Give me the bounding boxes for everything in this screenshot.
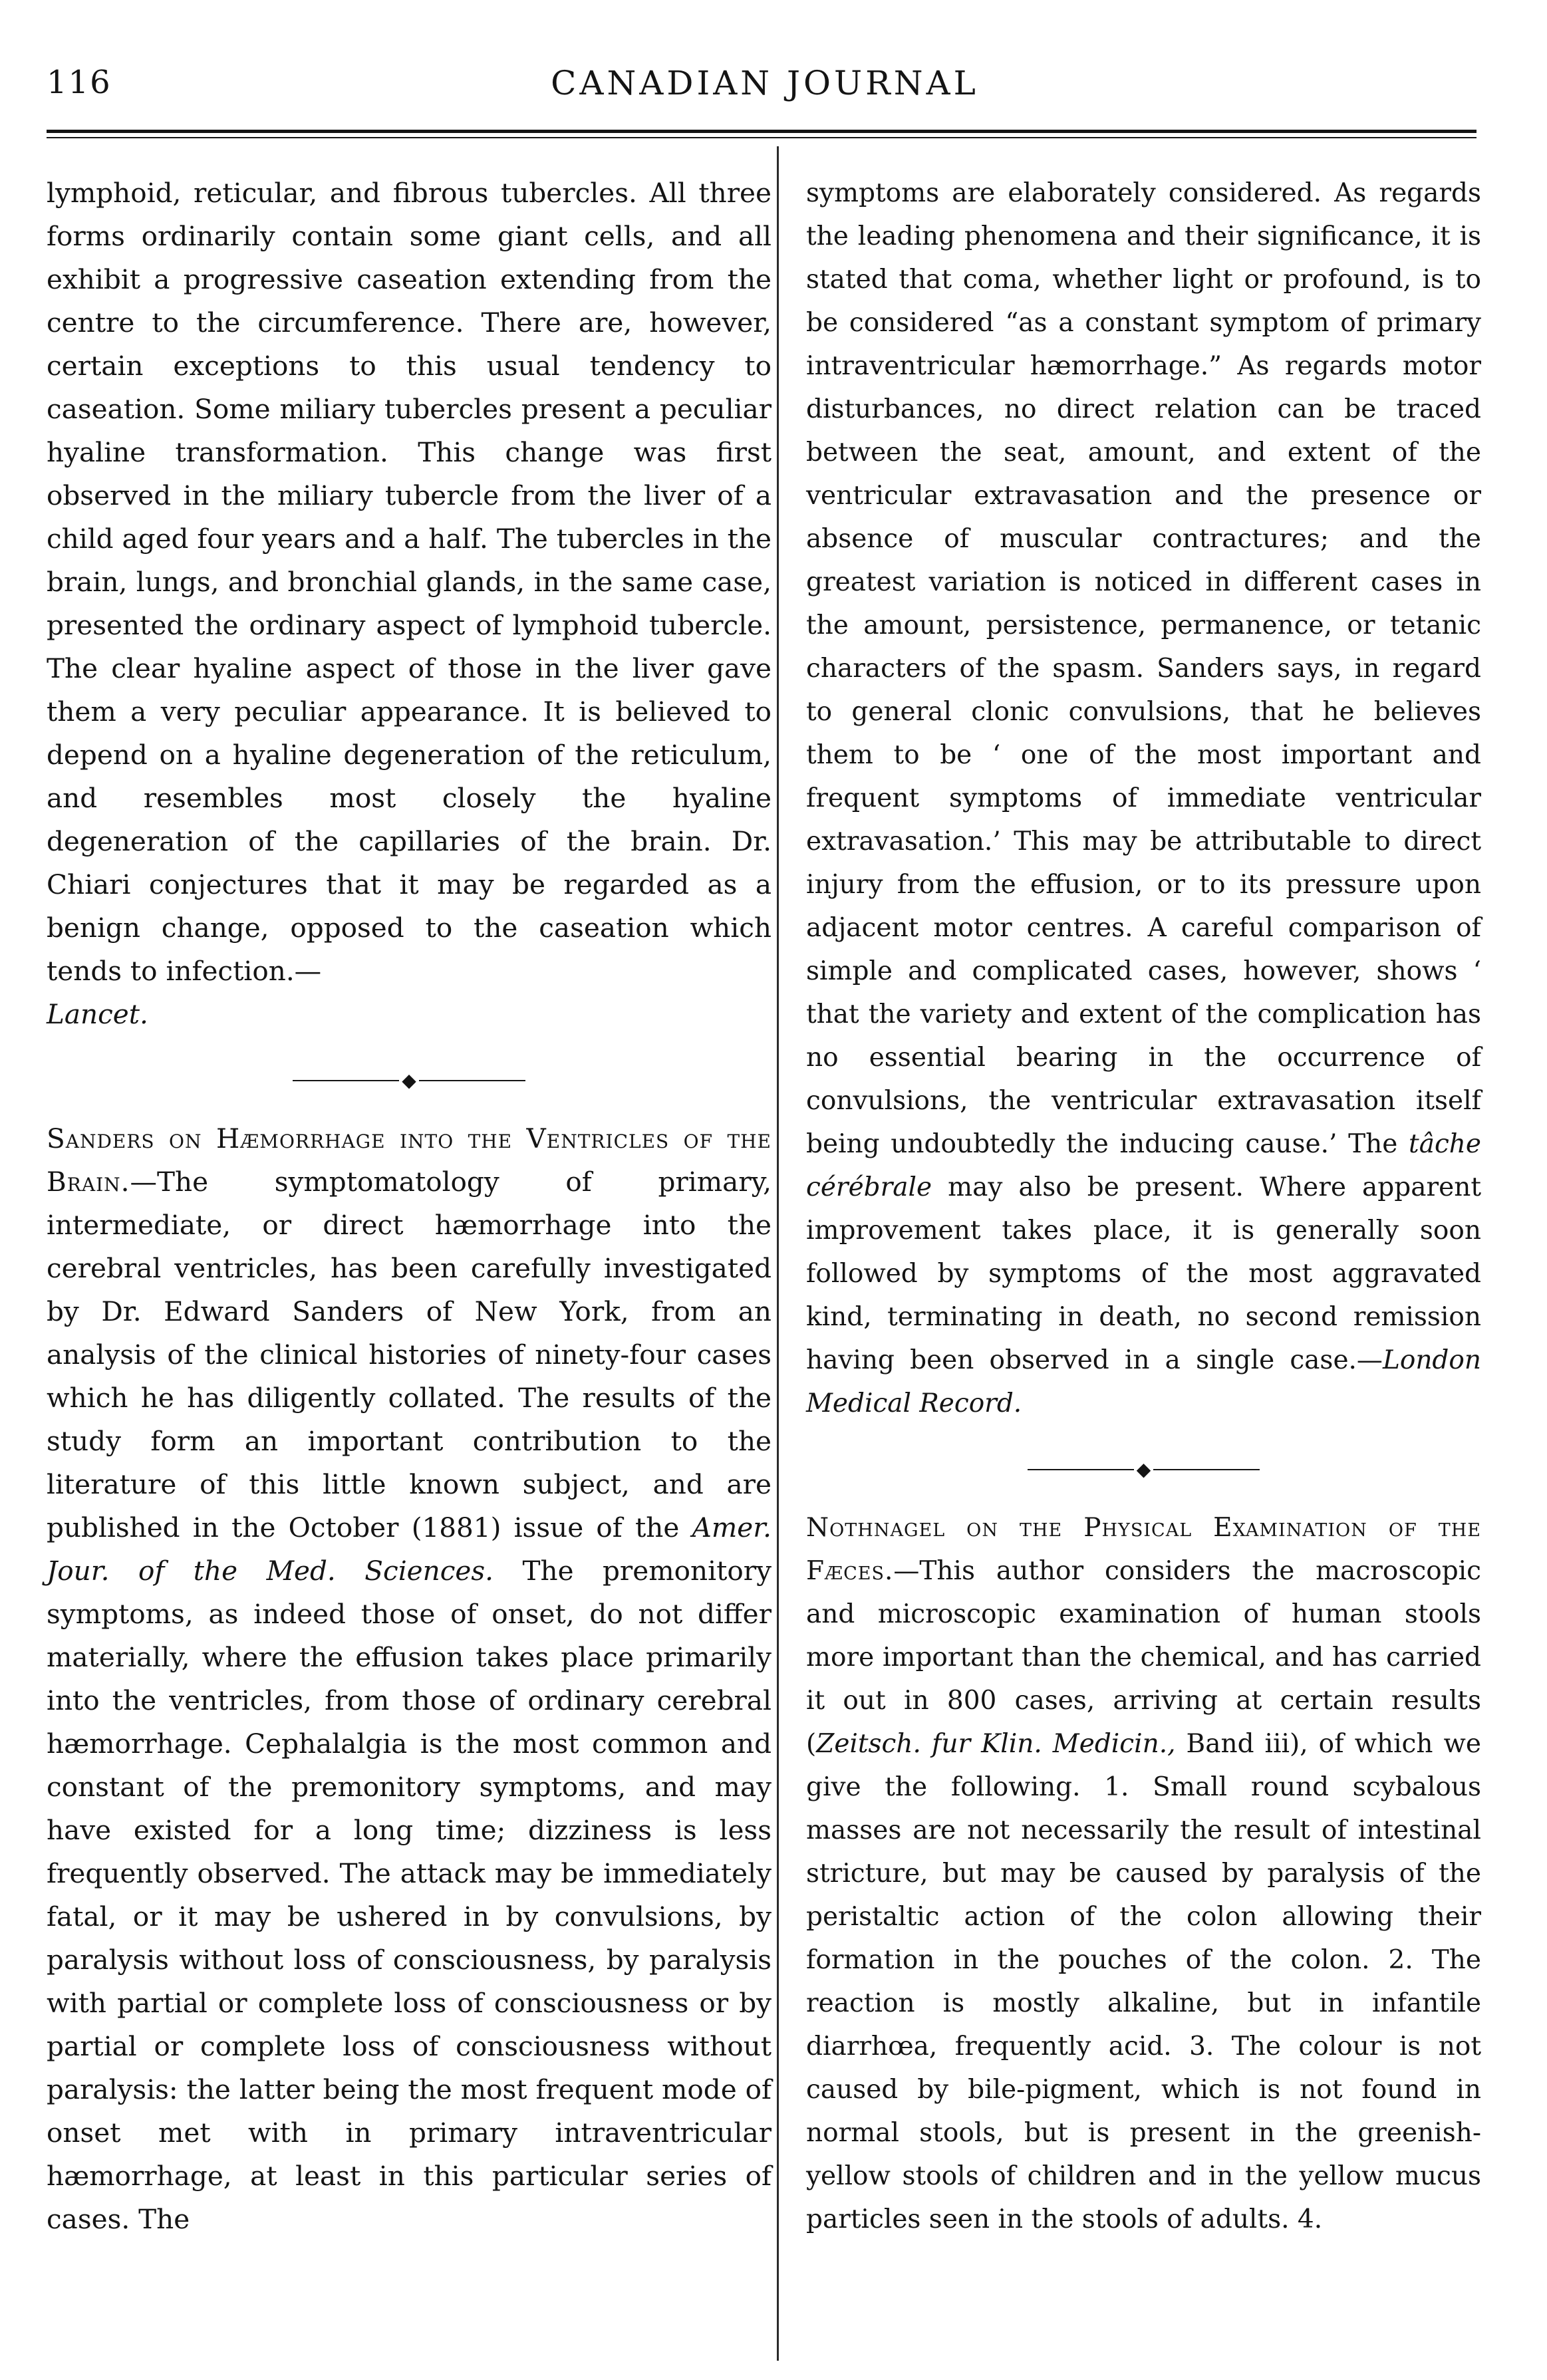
- zeitsch-ref: Zeitsch. fur Klin. Medicin.,: [816, 1729, 1176, 1759]
- ornament-diamond-icon: ◆: [402, 1069, 416, 1091]
- section-ornament: [47, 1056, 772, 1103]
- sanders-continued-text-2: may also be present. Where apparent improvement takes place, it is generally soon followed by symptoms of the most aggravated kind, terminating in death, no second remission having been observed in a single case.—: [806, 1172, 1481, 1375]
- ornament-diamond-icon: ◆: [1136, 1458, 1151, 1480]
- page-number: 116: [47, 64, 112, 101]
- tubercle-paragraph: [47, 172, 772, 1036]
- sanders-continued-text-1: symptoms are elaborately considered. As regards the leading phenomena and their significance, it is stated that coma, whether light or profound, is to be considered “as a constant symptom of primary intraventricular hæmorrhage.” As regards motor disturbances, no direct relation can be traced between the seat, amount, and extent of the ventricular extravasation and the presence or absence of muscular contractures; and the greatest variation is noticed in different cases in the amount, persistence, permanence, or tetanic characters of the spasm. Sanders says, in regard to general clonic convulsions, that he believes them to be ‘ one of the most important and frequent symptoms of immediate ventricular extravasation.’ This may be attributable to direct injury from the effusion, or to its pressure upon adjacent motor centres. A careful comparison of simple and complicated cases, however, shows ‘ that the variety and extent of the complication has no essential bearing in the occurrence of convulsions, the ventricular extravasation itself being undoubtedly the inducing cause.’ The: [806, 178, 1481, 1159]
- sanders-journal-ref: Amer. Jour. of the Med. Sciences.: [47, 1512, 772, 1587]
- sanders-continuation: [806, 172, 1481, 1425]
- journal-title: CANADIAN JOURNAL: [551, 64, 979, 102]
- running-head: [47, 64, 1483, 117]
- header-rule-thick: [47, 130, 1477, 133]
- london-medical-record-source: London Medical Record.: [806, 1345, 1481, 1418]
- tache-cerebrale: tâche cérébrale: [806, 1129, 1481, 1202]
- right-column: [806, 172, 1481, 2241]
- nothnagel-text-2: Band iii), of which we give the following. 1. Small round scybalous masses are not necessarily the result of intestinal stricture, but may be caused by paralysis of the peristaltic action of the colon allowing their formation in the pouches of the colon. 2. The reaction is mostly alkaline, but in infantile diarrhœa, frequently acid. 3. The colour is not caused by bile-pigment, which is not found in normal stools, but is present in the greenish-yellow stools of children and in the yellow mucus particles seen in the stools of adults. 4.: [806, 1729, 1482, 2234]
- sanders-heading: Sanders on Hæmorrhage into the Ventricles of the Brain.: [47, 1123, 772, 1198]
- section-ornament-2: [806, 1445, 1481, 1492]
- left-column: [47, 172, 772, 2241]
- sanders-text-2: The premonitory symptoms, as indeed those of onset, do not differ materially, where the effusion takes place primarily into the ventricles, from those of ordinary cerebral hæmorrhage. Cephalalgia is the most common and constant of the premonitory symptoms, and may have existed for a long time; dizziness is less frequently observed. The attack may be immediately fatal, or it may be ushered in by convulsions, by paralysis without loss of consciousness, by paralysis with partial or complete loss of consciousness or by partial or complete loss of consciousness without paralysis: the latter being the most frequent mode of onset met with in primary intraventricular hæmorrhage, at least in this particular series of cases. The: [47, 1555, 772, 2235]
- tubercle-text: lymphoid, reticular, and fibrous tubercles. All three forms ordinarily contain some giant cells, and all exhibit a progressive caseation extending from the centre to the circumference. There are, however, certain exceptions to this usual tendency to caseation. Some miliary tubercles present a peculiar hyaline transformation. This change was first observed in the miliary tubercle from the liver of a child aged four years and a half. The tubercles in the brain, lungs, and bronchial glands, in the same case, presented the ordinary aspect of lymphoid tubercle. The clear hyaline aspect of those in the liver gave them a very peculiar appearance. It is believed to depend on a hyaline degeneration of the reticulum, and resembles most closely the hyaline degeneration of the capillaries of the brain. Dr. Chiari conjectures that it may be regarded as a benign change, opposed to the caseation which tends to infection.—: [47, 177, 772, 987]
- lancet-source: Lancet.: [47, 998, 148, 1030]
- column-divider: [777, 146, 779, 2361]
- nothnagel-article: [806, 1506, 1481, 2241]
- sanders-article: [47, 1117, 772, 2241]
- nothnagel-text-1: —This author considers the macroscopic and microscopic examination of human stools more important than the chemical, and has carried it out in 800 cases, arriving at certain results (: [806, 1556, 1481, 1759]
- nothnagel-heading: Nothnagel on the Physical Examination of the Fæces.: [806, 1513, 1481, 1586]
- sanders-text-1: —The symptomatology of primary, intermediate, or direct hæmorrhage into the cerebral ventricles, has been carefully investigated by Dr. Edward Sanders of New York, from an analysis of the clinical histories of ninety-four cases which he has diligently collated. The results of the study form an important contribution to the literature of this little known subject, and are published in the October (1881) issue of the: [47, 1166, 772, 1543]
- header-rule-thin: [47, 137, 1477, 138]
